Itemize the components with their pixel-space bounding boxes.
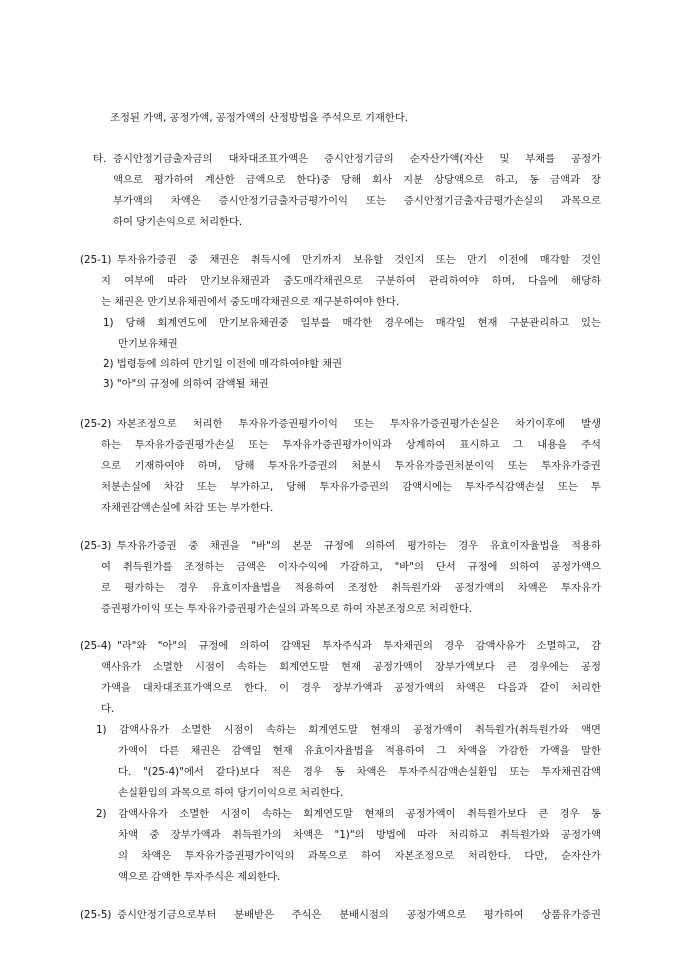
word: 속하는 xyxy=(237,661,267,673)
word: 투자유가 xyxy=(561,582,601,594)
word: 다. xyxy=(118,766,132,778)
word: 그 xyxy=(436,745,447,757)
word: 투자주식과 xyxy=(322,640,372,652)
word: 하며, xyxy=(491,275,515,287)
word: 다음에 xyxy=(528,275,558,287)
para-25-4-line xyxy=(101,657,601,677)
word: 투자채권의 xyxy=(383,640,433,652)
para-25-4-line xyxy=(101,678,601,698)
word: 공정가액 xyxy=(561,829,601,841)
word: 취득시에 xyxy=(250,254,291,266)
word: 따라 xyxy=(417,829,438,841)
word: 일부를 xyxy=(300,317,331,329)
word: 의 xyxy=(118,850,128,862)
word: 으로 xyxy=(101,460,121,472)
para-25-3-code: (25-3) xyxy=(80,540,112,552)
word: 시점이 xyxy=(223,724,254,736)
word: 관리하여야 xyxy=(428,275,479,287)
word: 공정가액의 xyxy=(454,582,505,594)
word: 시점이 xyxy=(195,661,225,673)
word: 과목으로 xyxy=(307,850,348,862)
para-25-1-line xyxy=(101,271,601,291)
word: 취득원가(취득원가와 xyxy=(475,724,569,736)
word: 만기보유채권과 xyxy=(200,275,270,287)
word: 차감 xyxy=(163,481,184,493)
word: 하여 xyxy=(361,850,382,862)
word: 또는 xyxy=(248,439,269,451)
word: 순자산가 xyxy=(561,850,601,862)
word: 처리하고 xyxy=(448,829,489,841)
word: 중도매각채권으로 xyxy=(283,275,363,287)
word: 부가하고, xyxy=(230,481,274,493)
word: 처분손실에 xyxy=(101,481,151,493)
para-25-4-sub2 xyxy=(118,825,601,845)
word: 채권을 xyxy=(209,540,240,552)
para-25-1-code: (25-1) xyxy=(80,254,112,266)
para-25-2-line xyxy=(101,477,601,497)
word: 증시안정기금출자금의 xyxy=(113,153,213,165)
word: 유효이자율법을 xyxy=(489,540,560,552)
word: 차액 xyxy=(118,829,138,841)
word: 채권은 xyxy=(190,745,221,757)
word: 소멸하고, xyxy=(536,640,580,652)
word: 현재 xyxy=(272,745,293,757)
word: 공정가액이 xyxy=(405,808,456,820)
word: 증시안정기금으로부터 xyxy=(117,909,217,921)
word: 큰 xyxy=(506,661,517,673)
word: 당해 xyxy=(286,481,307,493)
word: 당해 xyxy=(125,317,146,329)
word: 공정가액이 xyxy=(412,724,463,736)
word: "1)"의 xyxy=(334,829,365,841)
word: 해당하 xyxy=(571,275,601,287)
word: 여부에 xyxy=(124,275,154,287)
word: 금액으로 xyxy=(245,174,286,186)
para-25-1-sub3: 3) "아"의 규정에 의하여 감액될 채권 xyxy=(103,378,269,390)
para-25-4-code: (25-4) xyxy=(80,640,112,652)
word: 장부가액과 xyxy=(170,829,221,841)
word: 장부가액보다 xyxy=(435,661,495,673)
word: 평가하는 xyxy=(406,540,447,552)
para-25-1-sub2: 2) 법령등에 의하여 만기일 이전에 매각하여야할 채권 xyxy=(103,358,343,370)
word: 동 xyxy=(591,808,601,820)
word: 중 xyxy=(188,540,199,552)
word: 차액은 xyxy=(293,829,324,841)
word: 한다. xyxy=(244,682,268,694)
word: 장부가액과 xyxy=(332,682,383,694)
word: 투자주식감액손실 xyxy=(465,481,545,493)
word: "(25-4)"에서 xyxy=(143,766,204,778)
word: 평가하여 xyxy=(153,174,194,186)
word: 또는 xyxy=(509,766,530,778)
word: 처리한 xyxy=(571,682,601,694)
para-25-3-line xyxy=(117,536,601,556)
item-ta-line xyxy=(113,191,601,211)
word: 동 xyxy=(334,766,345,778)
word: 금액과 xyxy=(550,174,580,186)
word: 가감한 xyxy=(498,745,529,757)
word: 조정한 xyxy=(347,582,378,594)
para-25-4-sub2 xyxy=(96,804,601,824)
word: 공정가액으 xyxy=(551,561,601,573)
para-25-4-sub2 xyxy=(118,846,601,866)
word: 로 xyxy=(101,582,111,594)
word: 차액을 xyxy=(457,745,488,757)
word: 차액은 xyxy=(517,582,548,594)
word: 시점이 xyxy=(220,808,251,820)
word: 적용하여 xyxy=(385,745,425,757)
item-ta-line: 하여 당기손익으로 처리한다. xyxy=(113,216,243,228)
word: 있는 xyxy=(581,317,601,329)
word: 주석 xyxy=(581,439,601,451)
word: 의하여 xyxy=(365,540,396,552)
word: "라"와 xyxy=(117,640,147,652)
item-ta-marker: 타. xyxy=(93,153,107,165)
word: 또는 xyxy=(507,460,528,472)
word: 규정에 xyxy=(323,540,354,552)
word: 주식은 xyxy=(291,909,322,921)
word: 적용하여 xyxy=(294,582,335,594)
word: 또는 xyxy=(557,481,578,493)
word: 여 xyxy=(101,561,111,573)
word: 취득원가보다 xyxy=(467,808,527,820)
word: 증시안정기금출자금평가이익 xyxy=(218,195,348,207)
word: 평가하는 xyxy=(124,582,165,594)
word: 소멸한 xyxy=(179,808,210,820)
word: 순자산가액(자산 xyxy=(409,153,484,165)
word: 소멸한 xyxy=(181,724,212,736)
word: 투자유가증권평가손실은 xyxy=(389,418,500,430)
word: 가감하고, xyxy=(339,561,383,573)
word: 자본조정으로 xyxy=(394,850,455,862)
word: 회계연도말 xyxy=(308,724,358,736)
word: 감액시에는 xyxy=(402,481,452,493)
word: 것인지 xyxy=(394,254,425,266)
word: 투자유가증권의 xyxy=(268,460,338,472)
word: 속하는 xyxy=(265,724,296,736)
word: 구분관리하고 xyxy=(509,317,570,329)
word: 투 xyxy=(590,481,601,493)
word: 차액은 xyxy=(356,766,387,778)
word: 의하여 xyxy=(239,640,270,652)
para-25-2-line xyxy=(101,456,601,476)
para-25-3-line: 증권평가이익 또는 투자유가증권평가손실의 과목으로 하여 자본조정으로 처리한다. xyxy=(101,603,473,615)
word: 투자채권감액 xyxy=(541,766,601,778)
para-25-3-line xyxy=(101,578,601,598)
word: 이 xyxy=(279,682,290,694)
word: 표시하고 xyxy=(459,439,500,451)
word: 공정가액이 xyxy=(373,661,423,673)
word: 액으로 xyxy=(113,174,143,186)
word: 취득원가를 xyxy=(122,561,173,573)
word: 투자유가증권 xyxy=(541,460,601,472)
word: 1) xyxy=(96,724,107,736)
word: 같다)보다 xyxy=(215,766,260,778)
word: 채권은 xyxy=(209,254,240,266)
word: 가액을 xyxy=(101,682,131,694)
word: 공정가 xyxy=(571,153,601,165)
word: 의하여 xyxy=(509,561,540,573)
word: 대차대조표가액으로 xyxy=(142,682,233,694)
word: 중 xyxy=(149,829,160,841)
word: 하고, xyxy=(494,174,519,186)
word: 내용을 xyxy=(537,439,568,451)
word: 투자유가증권평가이익 xyxy=(238,418,338,430)
word: 규정에 xyxy=(198,640,229,652)
word: 단서 xyxy=(435,561,456,573)
word: 속하는 xyxy=(261,808,292,820)
word: 따라 xyxy=(167,275,188,287)
word: 현재의 xyxy=(370,724,401,736)
word: 액면 xyxy=(581,724,601,736)
para-25-4-sub1: 손실환입의 과목으로 하여 당기이익으로 처리한다. xyxy=(118,787,344,799)
word: 상당액으로 xyxy=(434,174,484,186)
word: "아"의 xyxy=(157,640,188,652)
word: 경우에는 xyxy=(529,661,569,673)
word: 회계연도말 xyxy=(279,661,329,673)
word: 본문 xyxy=(292,540,313,552)
para-25-2-line xyxy=(101,435,601,455)
word: 현재의 xyxy=(364,808,395,820)
word: 자본조정으로 xyxy=(117,418,177,430)
para-25-1-line xyxy=(117,250,601,270)
word: 적은 xyxy=(271,766,292,778)
word: 1) xyxy=(103,317,114,329)
word: 만기보유채권중 xyxy=(218,317,289,329)
word: 구분하여 xyxy=(375,275,416,287)
word: 또는 xyxy=(366,195,386,207)
word: 경우 xyxy=(559,808,580,820)
word: 감액사유가 xyxy=(119,724,169,736)
word: 투자유가증권평가이익과 xyxy=(282,439,392,451)
word: 같이 xyxy=(539,682,560,694)
word: 투자주식감액손실환입 xyxy=(398,766,498,778)
word: 보유할 xyxy=(353,254,384,266)
word: 또는 xyxy=(354,418,374,430)
word: 및 xyxy=(499,153,510,165)
word: 만기 xyxy=(467,254,488,266)
word: 금액은 xyxy=(236,561,267,573)
word: 부가액의 xyxy=(113,195,153,207)
word: "바"의 xyxy=(394,561,424,573)
word: 한다)중 xyxy=(296,174,331,186)
word: 경우 xyxy=(177,582,198,594)
word: 경우 xyxy=(303,766,323,778)
word: 동 xyxy=(529,174,540,186)
word: 또는 xyxy=(435,254,456,266)
word: 증시안정기금의 xyxy=(324,153,394,165)
word: 공정 xyxy=(581,661,601,673)
para-25-4-line xyxy=(117,636,601,656)
word: 처리한다. xyxy=(467,850,511,862)
word: 차액은 xyxy=(170,195,201,207)
word: 큰 xyxy=(538,808,549,820)
word: 지분 xyxy=(403,174,424,186)
word: 과목으로 xyxy=(561,195,601,207)
word: 조정하는 xyxy=(184,561,225,573)
word: 차기이후에 xyxy=(515,418,566,430)
word: 규정에 xyxy=(467,561,498,573)
word: 다만, xyxy=(524,850,548,862)
word: 다음과 xyxy=(497,682,528,694)
word: 현재 xyxy=(477,317,498,329)
word: 유효이자율법을 xyxy=(304,745,374,757)
word: 투자유가증권처분이익 xyxy=(394,460,495,472)
word: 경우에는 xyxy=(384,317,424,329)
word: 감액사유가 xyxy=(475,640,526,652)
word: 매각할 xyxy=(539,254,570,266)
para-25-4-sub1 xyxy=(96,720,601,740)
para-25-2-code: (25-2) xyxy=(80,418,112,430)
word: 현재 xyxy=(341,661,361,673)
para-25-1-line: 는 채권은 만기보유채권에서 중도매각채권으로 재구분하여야 한다. xyxy=(101,296,400,308)
word: 취득원가의 xyxy=(232,829,282,841)
word: 말한 xyxy=(581,745,601,757)
word: 소멸한 xyxy=(152,661,183,673)
para-25-1-sub1: 만기보유채권 xyxy=(118,338,178,350)
word: 하는 xyxy=(101,439,121,451)
word: 가액이 xyxy=(118,745,148,757)
word: 투자유가증권 xyxy=(117,254,177,266)
word: 평가하여 xyxy=(483,909,524,921)
word: 만기까지 xyxy=(302,254,342,266)
word: 지 xyxy=(101,275,111,287)
word: 회사 xyxy=(372,174,393,186)
word: 2) xyxy=(96,808,107,820)
word: 투자유가증권평가손실 xyxy=(134,439,235,451)
word: 취득원가와 xyxy=(391,582,441,594)
word: 이자수익에 xyxy=(277,561,328,573)
word: 처분시 xyxy=(351,460,382,472)
word: 액사유가 xyxy=(101,661,141,673)
word: 장 xyxy=(590,174,601,186)
word: 기재하여야 xyxy=(134,460,185,472)
word: 매각한 xyxy=(342,317,373,329)
para-25-2-line xyxy=(117,414,601,434)
word: 감액사유가 xyxy=(118,808,168,820)
word: 매각일 xyxy=(435,317,466,329)
word: 경우 xyxy=(444,640,465,652)
intro-line: 조정된 가액, 공정가액, 공정가액의 산정방법을 주석으로 기재한다. xyxy=(110,112,409,124)
word: 또는 xyxy=(196,481,217,493)
word: 감액된 xyxy=(280,640,311,652)
word: 상품유가증권 xyxy=(541,909,601,921)
para-25-1-sub1 xyxy=(103,313,601,333)
para-25-3-line xyxy=(101,557,601,577)
word: 당해 xyxy=(234,460,255,472)
word: 그 xyxy=(513,439,524,451)
word: 증시안정기금출자금평가손실의 xyxy=(403,195,544,207)
word: 투자유가증권 xyxy=(117,540,177,552)
para-25-5-line xyxy=(117,905,601,925)
word: 취득원가와 xyxy=(499,829,550,841)
word: 경우 xyxy=(458,540,479,552)
word: 공정가액으로 xyxy=(406,909,467,921)
word: 부채를 xyxy=(525,153,556,165)
word: 투자유가증권의 xyxy=(319,481,390,493)
word: 대차대조표가액은 xyxy=(228,153,309,165)
item-ta-line xyxy=(113,149,601,169)
para-25-2-line: 자채권감액손실에 차감 또는 부가한다. xyxy=(101,502,274,514)
word: 투자유가증권평가이익의 xyxy=(184,850,295,862)
word: 회계연도말 xyxy=(303,808,353,820)
word: 것인 xyxy=(581,254,601,266)
para-25-4-sub1 xyxy=(118,762,601,782)
word: 적용하 xyxy=(571,540,601,552)
word: 계산한 xyxy=(204,174,235,186)
word: 중 xyxy=(188,254,199,266)
word: "바"의 xyxy=(251,540,281,552)
word: 방법에 xyxy=(375,829,406,841)
para-25-4-line: 다. xyxy=(101,703,115,715)
word: 당해 xyxy=(341,174,362,186)
word: 이전에 xyxy=(498,254,529,266)
word: 다른 xyxy=(159,745,180,757)
word: 차액은 xyxy=(141,850,172,862)
word: 상계하여 xyxy=(405,439,446,451)
word: 감액일 xyxy=(231,745,262,757)
word: 유효이자율법을 xyxy=(211,582,281,594)
word: 경우 xyxy=(300,682,321,694)
para-25-4-sub2: 액으로 감액한 투자주식은 제외한다. xyxy=(118,871,281,883)
word: 공정가액의 xyxy=(394,682,445,694)
word: 처리한 xyxy=(192,418,223,430)
word: 분배받은 xyxy=(234,909,274,921)
word: 분배시점의 xyxy=(339,909,389,921)
item-ta-line xyxy=(113,170,601,190)
para-25-4-sub1 xyxy=(118,741,601,761)
word: 감 xyxy=(591,640,601,652)
para-25-5-code: (25-5) xyxy=(80,909,112,921)
word: 회계연도에 xyxy=(157,317,208,329)
word: 하며, xyxy=(197,460,221,472)
word: 가액을 xyxy=(539,745,570,757)
word: 차액은 xyxy=(455,682,486,694)
word: 발생 xyxy=(581,418,601,430)
